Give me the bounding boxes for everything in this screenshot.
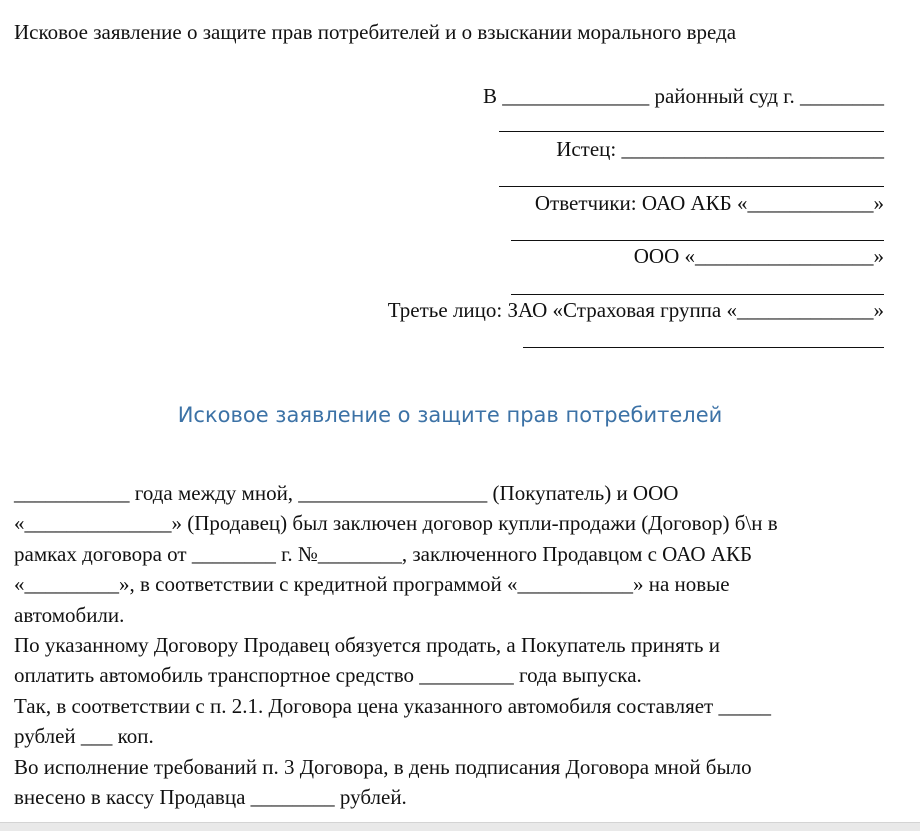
body-line: Во исполнение требований п. 3 Договора, в день подписания Договора мной было: [14, 754, 752, 779]
document-heading: Исковое заявление о защите прав потребителей: [177, 403, 723, 427]
body-line: рублей ___ коп.: [14, 724, 154, 749]
blank-rule: [511, 294, 884, 295]
blank-rule: [511, 240, 884, 241]
body-line: автомобили.: [14, 602, 125, 627]
defendants-line: Ответчики: ОАО АКБ «____________»: [534, 191, 884, 215]
body-line: По указанному Договору Продавец обязуется продать, а Покупатель принять и: [14, 633, 720, 658]
body-line: ___________ года между мной, __________________ (Покупатель) и ООО: [14, 481, 679, 505]
court-line: В ______________ районный суд г. ________: [482, 84, 884, 108]
document-body: [14, 478, 894, 812]
body-line: Так, в соответствии с п. 2.1. Договора цена указанного автомобиля составляет _____: [14, 693, 771, 718]
plaintiff-line: Истец: _________________________: [556, 137, 884, 161]
blank-rule: [499, 131, 884, 132]
third-party-line: Третье лицо: ЗАО «Страховая группа «_____________»: [387, 298, 884, 322]
document-top-title: Исковое заявление о защите прав потребителей и о взыскании морального вреда: [14, 20, 737, 44]
body-line: «_________», в соответствии с кредитной программой «___________» на новые: [14, 572, 730, 597]
blank-rule: [499, 186, 884, 187]
defendant-llc-line: ООО «_________________»: [633, 244, 884, 268]
body-line: рамках договора от ________ г. №________, заключенного Продавцом с ОАО АКБ: [14, 541, 753, 566]
blank-rule: [523, 347, 884, 348]
body-line: «______________» (Продавец) был заключен договор купли-продажи (Договор) б\н в: [14, 511, 778, 536]
body-line: оплатить автомобиль транспортное средство _________ года выпуска.: [14, 663, 642, 688]
body-line: внесено в кассу Продавца ________ рублей.: [14, 785, 407, 810]
